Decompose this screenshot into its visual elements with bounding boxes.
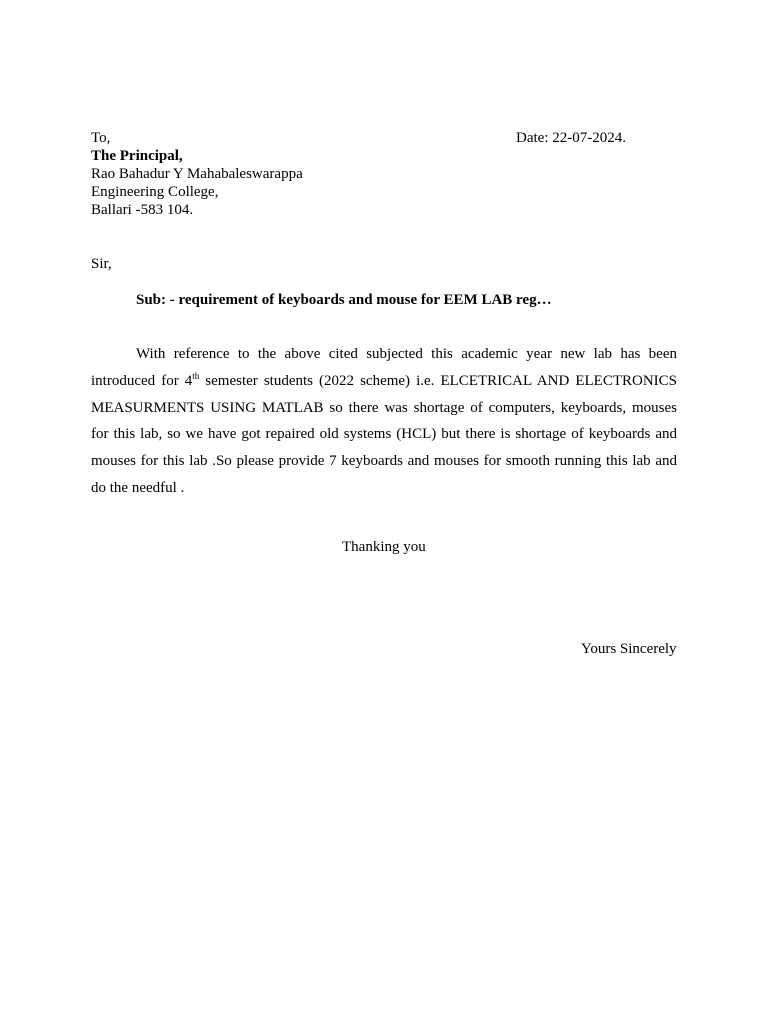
to-line: To, (91, 130, 111, 146)
subject-line: Sub: - requirement of keyboards and mouse for EEM LAB reg… (136, 292, 552, 308)
ordinal-superscript: th (192, 370, 200, 381)
recipient-address-line: Ballari -583 104. (91, 202, 194, 218)
recipient-name-line: Rao Bahadur Y Mahabaleswarappa (91, 166, 303, 182)
recipient-title: The Principal, (91, 148, 183, 164)
signoff-line: Yours Sincerely (581, 641, 677, 657)
body-text-part1: With reference to the above cited subjected this academic year new lab has been introduced for 4 (91, 346, 677, 389)
recipient-institution-line: Engineering College, (91, 184, 219, 200)
date-line: Date: 22-07-2024. (516, 130, 626, 146)
letter-body (91, 341, 677, 502)
salutation: Sir, (91, 256, 112, 272)
body-text-part2: semester students (2022 scheme) i.e. ELCETRICAL AND ELECTRONICS MEASURMENTS USING MATLAB so there was shortage of computers, keyboards, mouses for this lab, so we have got repaired old systems (HCL) but there is shortage of keyboards and mouses for this lab .So please provide 7 keyboards and mouses for smooth running this lab and do the needful . (91, 372, 677, 496)
thanking-line: Thanking you (342, 539, 426, 555)
